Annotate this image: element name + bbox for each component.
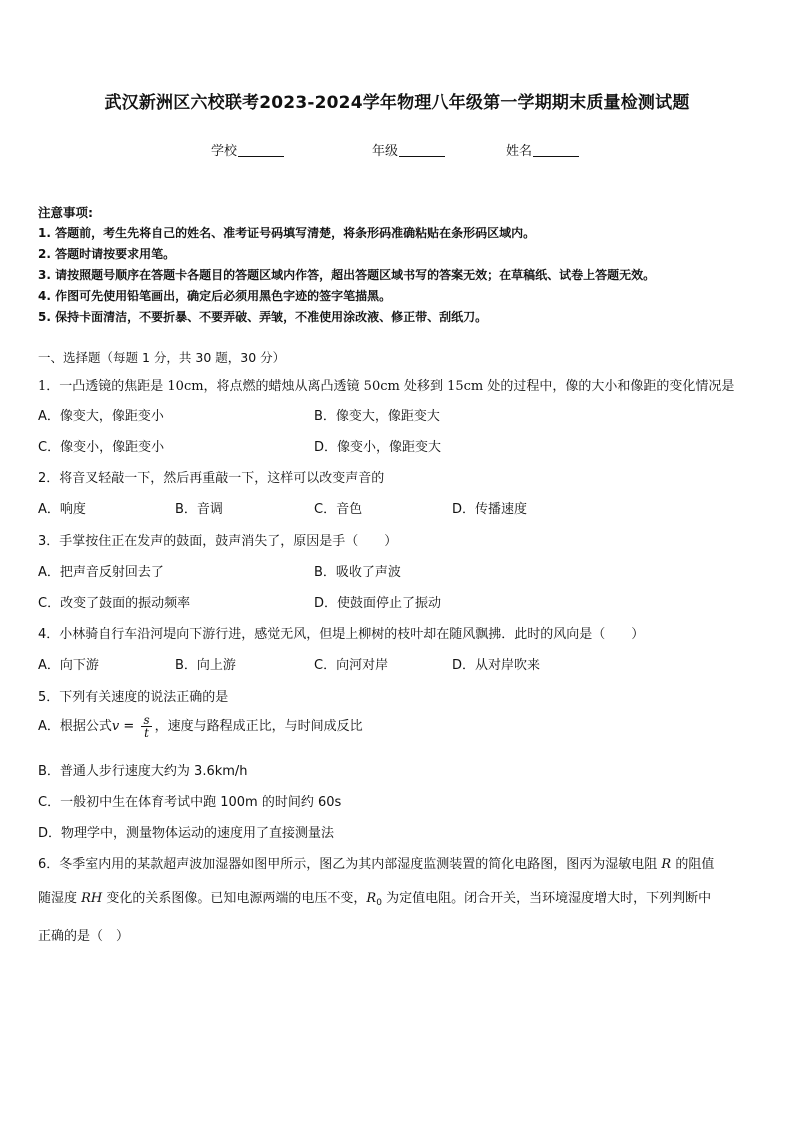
formula-denominator: t [144,726,149,740]
q2-option-c[interactable]: C．音色 [314,502,363,517]
note-item: 1. 答题前，考生先将自己的姓名、准考证号码填写清楚，将条形码准确粘贴在条形码区域内。 [38,226,536,240]
symbol-r0: R [366,891,377,906]
q3-option-b[interactable]: B．吸收了声波 [314,565,401,580]
q6-text: 为定值电阻。闭合开关，当环境湿度增大时，下列判断中 [381,891,712,906]
page-title: 武汉新洲区六校联考2023-2024学年物理八年级第一学期期末质量检测试题 [104,93,690,113]
notes-heading: 注意事项: [38,205,93,220]
grade-label: 年级 [372,144,399,159]
q5-a-suffix: ，速度与路程成正比，与时间成反比 [154,719,363,734]
question-6-line-3: 正确的是（ ） [38,929,130,944]
grade-blank[interactable] [399,144,445,157]
school-blank[interactable] [238,144,284,157]
name-field[interactable] [506,140,579,159]
school-label: 学校 [211,144,238,159]
question-6-line-2 [38,887,711,908]
q2-option-a[interactable]: A．响度 [38,502,86,517]
q6-text: 随湿度 [38,891,82,906]
q1-option-d[interactable]: D．像变小，像距变大 [314,440,442,455]
q2-option-b[interactable]: B．音调 [175,502,223,517]
section-heading: 一、选择题（每题 1 分，共 30 题，30 分） [38,350,286,365]
q5-a-prefix: A．根据公式 [38,719,112,734]
q5-option-b[interactable]: B．普通人步行速度大约为 3.6km/h [38,764,248,779]
q6-text: 6．冬季室内用的某款超声波加湿器如图甲所示，图乙为其内部湿度监测装置的简化电路图，图丙为湿敏电阻 [38,857,662,872]
q4-option-c[interactable]: C．向河对岸 [314,658,389,673]
question-2-stem: 2．将音叉轻敲一下，然后再重敲一下，这样可以改变声音的 [38,471,385,486]
name-label: 姓名 [506,144,533,159]
q2-option-d[interactable]: D．传播速度 [452,502,528,517]
q1-option-c[interactable]: C．像变小，像距变小 [38,440,165,455]
q3-option-d[interactable]: D．使鼓面停止了振动 [314,596,442,611]
q1-option-a[interactable]: A．像变大，像距变小 [38,409,164,424]
question-5-stem: 5．下列有关速度的说法正确的是 [38,690,229,705]
question-3-stem: 3．手掌按住正在发声的鼓面，鼓声消失了，原因是手（ ） [38,534,398,549]
question-1-stem: 1．一凸透镜的焦距是 10cm，将点燃的蜡烛从离凸透镜 50cm 处移到 15cm 处的过程中，像的大小和像距的变化情况是 [38,379,735,394]
symbol-rh: RH [81,891,103,906]
q5-option-c[interactable]: C．一般初中生在体育考试中跑 100m 的时间约 60s [38,795,342,810]
name-blank[interactable] [533,144,579,157]
q6-text: 的阻值 [671,857,715,872]
formula-numerator: s [143,713,150,727]
note-item: 5. 保持卡面清洁，不要折暴、不要弄破、弄皱，不准使用涂改液、修正带、刮纸刀。 [38,310,488,324]
note-item: 3. 请按照题号顺序在答题卡各题目的答题区域内作答，超出答题区域书写的答案无效；在草稿纸、试卷上答题无效。 [38,268,656,282]
question-6-line-1 [38,853,714,872]
formula-fraction [141,714,151,739]
note-item: 2. 答题时请按要求用笔。 [38,247,176,261]
q6-text: 变化的关系图像。已知电源两端的电压不变， [102,891,367,906]
q3-option-c[interactable]: C．改变了鼓面的振动频率 [38,596,191,611]
symbol-r0-subscript: 0 [376,898,382,908]
question-4-stem: 4．小林骑自行车沿河堤向下游行进，感觉无风，但堤上柳树的枝叶却在随风飘拂．此时的风向是（ ） [38,627,645,642]
note-item: 4. 作图可先使用铅笔画出，确定后必须用黑色字迹的签字笔描黑。 [38,289,392,303]
symbol-r: R [661,857,672,872]
q4-option-d[interactable]: D．从对岸吹来 [452,658,541,673]
q4-option-a[interactable]: A．向下游 [38,658,99,673]
formula-equals: = [119,719,139,734]
q4-option-b[interactable]: B．向上游 [175,658,236,673]
q1-option-b[interactable]: B．像变大，像距变大 [314,409,440,424]
q3-option-a[interactable]: A．把声音反射回去了 [38,565,164,580]
q5-option-d[interactable]: D．物理学中，测量物体运动的速度用了直接测量法 [38,826,335,841]
school-field[interactable] [211,140,284,159]
grade-field[interactable] [372,140,445,159]
formula-v: v [111,719,120,734]
q5-option-a[interactable] [38,714,363,739]
